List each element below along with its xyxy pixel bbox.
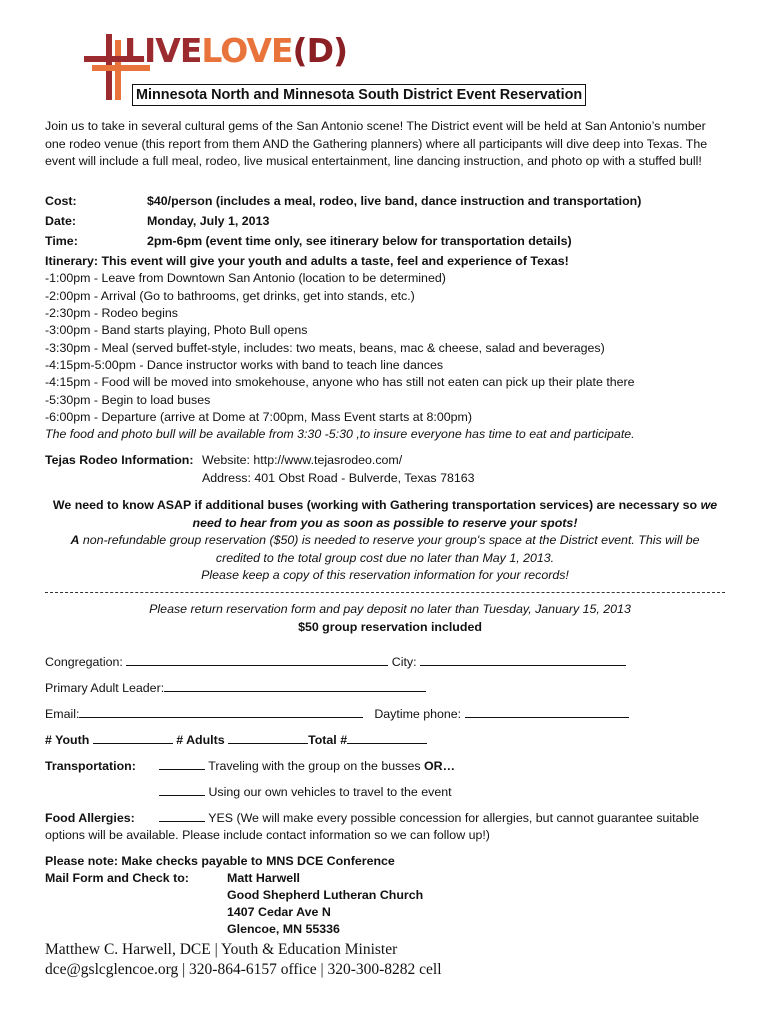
transport-option-bus xyxy=(159,758,455,775)
own-vehicle-label: Using our own vehicles to travel to the event xyxy=(208,785,452,799)
notice xyxy=(40,497,730,585)
email-label: Email: xyxy=(45,707,80,721)
checks-note: Please note: Make checks payable to MNS DCE Conference xyxy=(45,854,395,868)
logo-text: LIVELOVE(D) xyxy=(124,31,348,70)
city-field[interactable] xyxy=(420,654,626,666)
date-label: Date: xyxy=(45,214,76,228)
email-row xyxy=(45,706,629,723)
leader-field[interactable] xyxy=(164,680,426,692)
congregation-field[interactable] xyxy=(126,654,388,666)
rodeo-label: Tejas Rodeo Information: xyxy=(45,453,194,467)
phone-field[interactable] xyxy=(465,706,629,718)
mail-church: Good Shepherd Lutheran Church xyxy=(227,888,424,902)
notice-line3-emph: A xyxy=(70,533,80,547)
notice-line4: credited to the total group cost due no later than May 1, 2013. xyxy=(215,550,555,565)
allergies-label: Food Allergies: xyxy=(45,811,135,825)
list-item: -2:00pm - Arrival (Go to bathrooms, get drinks, get into stands, etc.) xyxy=(45,289,415,303)
own-vehicle-field[interactable] xyxy=(159,784,205,796)
congregation-row xyxy=(45,654,626,671)
mail-city: Glencoe, MN 55336 xyxy=(227,922,340,936)
date-value: Monday, July 1, 2013 xyxy=(147,214,270,228)
allergies-field[interactable] xyxy=(159,810,205,822)
list-item: -4:15pm-5:00pm - Dance instructor works with band to teach line dances xyxy=(45,358,444,372)
notice-line1-emph: we xyxy=(700,498,718,512)
itinerary-heading: Itinerary: This event will give your youth and adults a taste, feel and experience of Texas! xyxy=(45,254,569,268)
list-item: -2:30pm - Rodeo begins xyxy=(45,306,178,320)
city-label: City: xyxy=(391,655,417,669)
allergies-row xyxy=(159,810,699,827)
bus-option-label: Traveling with the group on the busses xyxy=(208,759,425,773)
adults-field[interactable] xyxy=(228,732,308,744)
list-item: -1:00pm - Leave from Downtown San Antonio (location to be determined) xyxy=(45,271,446,285)
or-label: OR… xyxy=(424,759,456,773)
leader-row xyxy=(45,680,426,697)
list-item: -3:00pm - Band starts playing, Photo Bull opens xyxy=(45,323,308,337)
email-field[interactable] xyxy=(79,706,363,718)
footer-name: Matthew C. Harwell, DCE | Youth & Education Minister xyxy=(45,941,398,958)
time-value: 2pm-6pm (event time only, see itinerary below for transportation details) xyxy=(147,234,572,248)
return-info xyxy=(40,601,740,636)
page-title: Minnesota North and Minnesota South District Event Reservation xyxy=(132,84,586,106)
cost-label: Cost: xyxy=(45,194,77,208)
list-item: -6:00pm - Departure (arrive at Dome at 7:00pm, Mass Event starts at 8:00pm) xyxy=(45,410,472,424)
bus-option-field[interactable] xyxy=(159,758,205,770)
youth-field[interactable] xyxy=(93,732,173,744)
reservation-amount: $50 group reservation included xyxy=(298,619,482,634)
itinerary-note: The food and photo bull will be available from 3:30 -5:30 ,to insure everyone has time to eat and participate. xyxy=(45,427,635,441)
notice-line3: non-refundable group reservation ($50) is needed to reserve your group's space at the District event. This will be xyxy=(79,533,700,547)
mail-street: 1407 Cedar Ave N xyxy=(227,905,331,919)
allergies-text: YES (We will make every possible concession for allergies, but cannot guarantee suitable xyxy=(208,811,700,825)
divider xyxy=(45,592,725,593)
leader-label: Primary Adult Leader: xyxy=(45,681,165,695)
congregation-label: Congregation: xyxy=(45,655,123,669)
list-item: -3:30pm - Meal (served buffet-style, includes: two meats, beans, mac & cheese, salad and beverages) xyxy=(45,341,605,355)
return-deadline: Please return reservation form and pay deposit no later than Tuesday, January 15, 2013 xyxy=(149,602,631,616)
total-field[interactable] xyxy=(347,732,427,744)
notice-line1: We need to know ASAP if additional buses (working with Gathering transportation services) are necessary so xyxy=(52,498,701,512)
mail-label: Mail Form and Check to: xyxy=(45,871,189,885)
list-item: -4:15pm - Food will be moved into smokehouse, anyone who has still not eaten can pick up their plate there xyxy=(45,375,635,389)
adults-label: # Adults xyxy=(176,733,225,747)
counts-row xyxy=(45,732,427,749)
total-label: Total # xyxy=(308,733,348,747)
transport-option-own xyxy=(159,784,452,801)
mail-name: Matt Harwell xyxy=(227,871,300,885)
notice-line2: need to hear from you as soon as possible to reserve your spots! xyxy=(192,515,578,530)
transportation-label: Transportation: xyxy=(45,759,136,773)
allergies-text-cont: options will be available. Please include contact information so we can follow up!) xyxy=(45,828,490,842)
intro-paragraph: Join us to take in several cultural gems of the San Antonio scene! The District event will be held at San Antonio’s number one rodeo venue (this report from them AND the Gathering planners) where all participants will dive deep into Texas. The event will include a full meal, rodeo, live musical entertainment, line dancing instruction, and photo op with a stuffed bull! xyxy=(45,119,708,168)
time-label: Time: xyxy=(45,234,78,248)
list-item: -5:30pm - Begin to load buses xyxy=(45,393,211,407)
notice-line5: Please keep a copy of this reservation information for your records! xyxy=(201,568,569,582)
youth-label: # Youth xyxy=(45,733,90,747)
cost-value: $40/person (includes a meal, rodeo, live band, dance instruction and transportation) xyxy=(147,194,642,208)
rodeo-address: Address: 401 Obst Road - Bulverde, Texas 78163 xyxy=(202,471,475,485)
footer-contact: dce@gslcglencoe.org | 320-864-6157 office | 320-300-8282 cell xyxy=(45,961,442,978)
rodeo-website: Website: http://www.tejasrodeo.com/ xyxy=(202,453,403,467)
phone-label: Daytime phone: xyxy=(374,707,462,721)
